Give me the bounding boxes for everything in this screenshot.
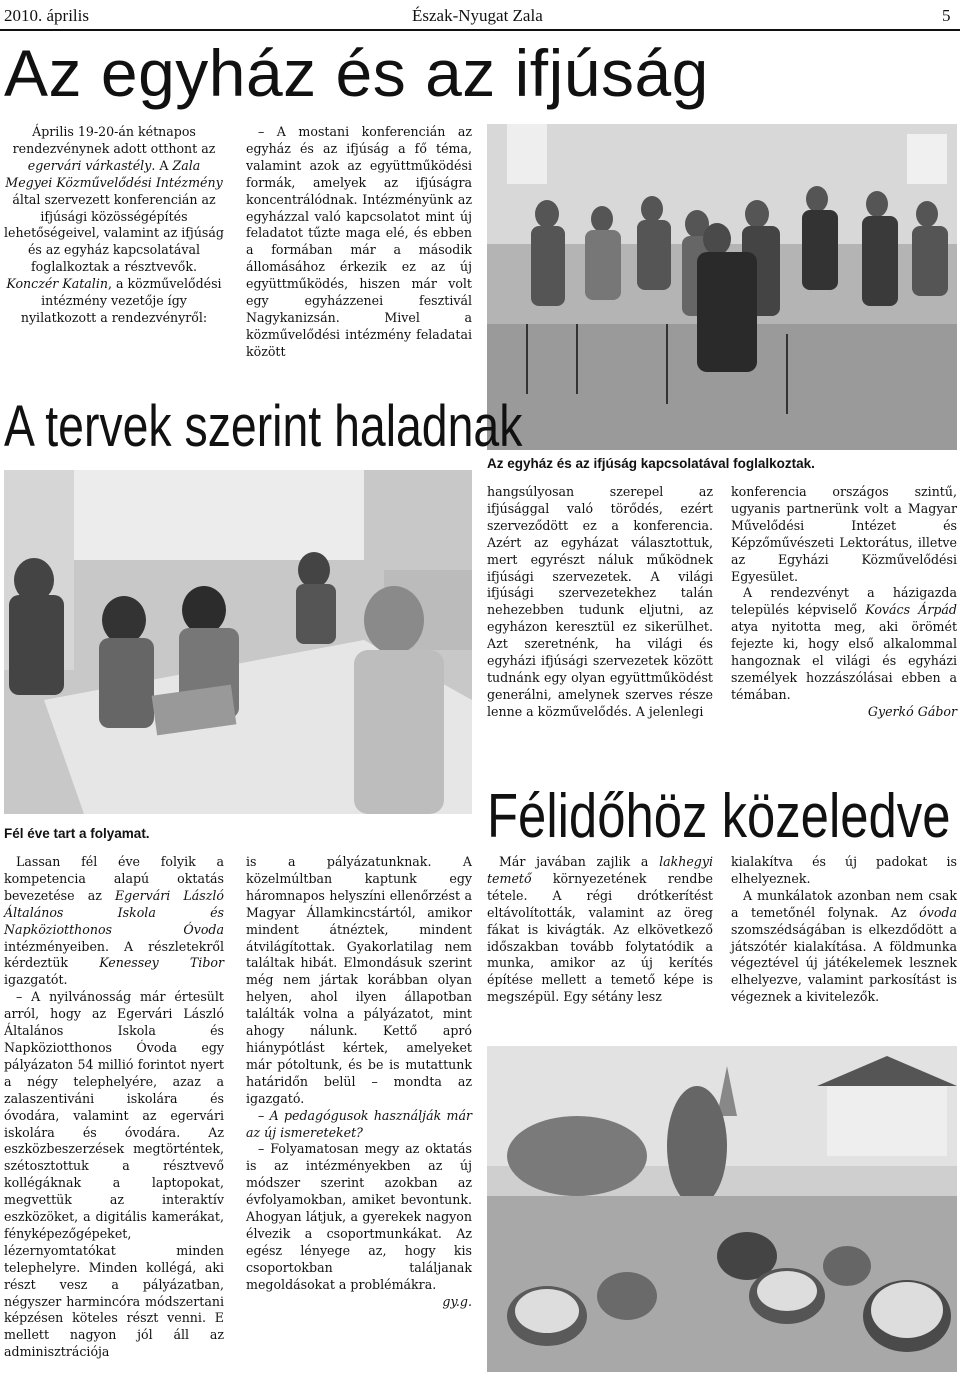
page-number: 5 bbox=[942, 6, 951, 25]
text-run: szomszédságában is elkezdődött a játszótér kialakítása. A földmunka végeztével új játékelemek lesznek elhelyezve, valamint parkosítást is végeznek a kivitelezők. bbox=[731, 921, 957, 1005]
author-name: Gyerkó Gábor bbox=[867, 703, 957, 719]
conference-photo-caption: Az egyház és az ifjúság kapcsolatával foglalkoztak. bbox=[487, 456, 815, 471]
newspaper-name: Észak-Nyugat Zala bbox=[412, 6, 543, 25]
text-run: által szervezett konferencián az ifjúsági közösségépítés lehetőségeivel, valamint az ifjúság és az egyház kapcsolatával foglalkoztak a résztvevők. bbox=[4, 191, 224, 275]
place-name: lakhegyi temető bbox=[487, 854, 713, 886]
article-headline-plans bbox=[4, 394, 523, 459]
text-run: . A bbox=[151, 157, 173, 173]
article1-paragraph: konferencia országos szintű, ugyanis partnerünk volt a Magyar Művelődési Intézet és Képzőművészeti Lektorátus, illetve az Egyházi Közművelődési Egyesület. bbox=[731, 484, 957, 584]
page-header bbox=[0, 0, 960, 30]
venue-name: egervári várkastély bbox=[27, 157, 152, 173]
text-run: , a közművelődési intézmény vezetője így nyilatkozott a rendezvényről: bbox=[20, 276, 222, 325]
article1-paragraph bbox=[731, 585, 957, 703]
text-run: A rendezvényt a házigazda település képviselő bbox=[731, 585, 957, 618]
cemetery-photo bbox=[487, 1046, 957, 1372]
place-name: óvoda bbox=[919, 904, 957, 920]
article2-column-2 bbox=[246, 854, 472, 1310]
article3-paragraph bbox=[487, 854, 713, 1006]
article1-paragraph bbox=[4, 124, 224, 276]
author-name: gy.g. bbox=[442, 1293, 472, 1309]
article1-paragraph: – A mostani konferencián az egyház és az ifjúság a fő téma, valamint azok az együttműködési formák, amelyek az ifjúságra koncentrálódnak. Intézményünk az egyházzal való kapcsolatot mint új feladatot tűzte maga elé, és ebben a formában már a második állomásához érkezik ez az új együttműködés, hiszen már volt egy egyházzenei fesztivál Nagykanizsán. Mivel a közművelődési intézmény feladatai között bbox=[246, 124, 472, 359]
article1-column-1 bbox=[4, 124, 224, 327]
article1-paragraph: hangsúlyosan szerepel az ifjúsággal való törődés, ezért szerveződött ez a konferencia. Azért az egyházat választottuk, mert egyrészt náluk működnek ifjúsági szervezetek. A világi ifjúsági szervezetekhez talán nehezebben tudunk eljutni, az egyházon keresztül ez sikerülhet. Azt szeretnénk, ha világi és egyházi ifjúsági szervezetek között tudnánk egy olyan együttműködést generálni, amelynek szerves része lenne a közművelődés. A jelenlegi bbox=[487, 484, 713, 719]
article2-paragraph: – Folyamatosan megy az oktatás is az intézményekben az új módszer szerint azokban az évfolyamokban, amiket bevontunk. Ahogyan látjuk, a gyerekek nagyon élvezik a csoportmunkákat. Az egész lényege az, hogy kis csoportokban találjanak megoldásokat a problémákra. bbox=[246, 1141, 472, 1292]
interview-question bbox=[246, 1108, 472, 1142]
issue-date: 2010. április bbox=[4, 6, 89, 25]
article2-paragraph bbox=[4, 854, 224, 989]
headline-text: Félidőhöz közeledve bbox=[487, 782, 951, 851]
text-run: igazgatót. bbox=[4, 972, 68, 988]
headline-text: A tervek szerint haladnak bbox=[4, 394, 523, 459]
organization-name: Zala Megyei Közművelődési Intézmény bbox=[5, 157, 223, 190]
person-name: Kovács Árpád bbox=[865, 602, 957, 618]
article3-paragraph: kialakítva és új padokat is elhelyeznek. bbox=[731, 854, 957, 886]
text-run: atya nyitotta meg, aki örömét fejezte ki, hogy első alkalommal hangoznak el világi és egyházi személyek hozzászólásai ebben a témában. bbox=[731, 619, 957, 702]
article1-paragraph bbox=[4, 276, 224, 327]
school-name: Egervári László Általános Iskola és Napköziotthonos Óvoda bbox=[4, 887, 225, 937]
text-run: környezetének rendbe tétele. A régi drótkerítést eltávolították, valamint az öreg fákat is kivágták. Az elkövetkező időszakban tovább folytatódik a munka, amikor az új kerítés építése mellett a temető képe is megszépül. Egy sétány lesz bbox=[487, 870, 713, 1005]
article2-author bbox=[246, 1294, 472, 1311]
person-name: Konczér Katalin bbox=[6, 276, 108, 292]
text-run: intézményeiben. A részletekről kérdeztük bbox=[4, 938, 224, 971]
conference-photo bbox=[487, 124, 957, 450]
article3-paragraph bbox=[731, 888, 957, 1006]
article2-paragraph: – A nyilvánosság már értesült arról, hogy az Egervári László Általános Iskola és Napköziotthonos Óvoda egy pályázaton 54 millió forintot nyert a négy telephelyére, azaz a zalaszentiváni iskolára és óvodára, valamint az egervári iskolára és óvodára. Az eszközbeszerzések megtörténtek, szétosztottuk a résztvevő kollégáknak a laptopokat, megvettük az interaktív eszközöket, a digitális kamerákat, fényképezőgépeket, lézernyomtatókat minden telephelyre. Minden kollégá, aki részt vesz a pályázatban, négyszer harmincóra módszertani képzésen köteles részt venni. E mellett nagyon jól áll az adminisztrációja bbox=[4, 989, 224, 1360]
article3-column-1 bbox=[487, 854, 713, 1006]
article1-column-4 bbox=[731, 484, 957, 721]
article-headline-halfway bbox=[487, 782, 957, 851]
person-name: Kenessey Tibor bbox=[99, 955, 224, 971]
article-headline-church-youth: Az egyház és az ifjúság bbox=[4, 36, 709, 110]
classroom-photo-caption: Fél éve tart a folyamat. bbox=[4, 826, 150, 841]
article1-column-3 bbox=[487, 484, 713, 721]
article1-author bbox=[731, 704, 957, 721]
text-run: Lassan fél éve folyik a kompetencia alapú oktatás bevezetése az bbox=[4, 854, 224, 903]
article2-paragraph: is a pályázatunknak. A közelmúltban kaptunk egy háromnapos helyszíni ellenőrzést a Magyar Államkincstártól, amikor mindent átnéztek, mindent átvilágítottak. Gyakorlatilag nem találtak hibát. Elmondásuk szerint még nem jártak korábban olyan helyen, ahol ilyen állapotban találták volna a pályázatot, mint ahogy nálunk. Kettő apró hiánypótlást kértek, amelyeket már pótoltunk, és be is mutattunk határidőn belül – mondta az igazgató. bbox=[246, 854, 472, 1106]
text-run: A munkálatok azonban nem csak a temetőnél folynak. Az bbox=[731, 887, 957, 920]
question-text: – A pedagógusok használják már az új ismereteket? bbox=[246, 1107, 472, 1140]
classroom-photo bbox=[4, 470, 472, 814]
article2-column-1 bbox=[4, 854, 224, 1361]
text-run: Április 19-20-án kétnapos rendezvénynek adott otthont az bbox=[12, 124, 216, 156]
header-rule bbox=[0, 29, 960, 31]
article3-column-2 bbox=[731, 854, 957, 1006]
text-run: Már javában zajlik a bbox=[499, 854, 660, 869]
article1-column-2 bbox=[246, 124, 472, 361]
